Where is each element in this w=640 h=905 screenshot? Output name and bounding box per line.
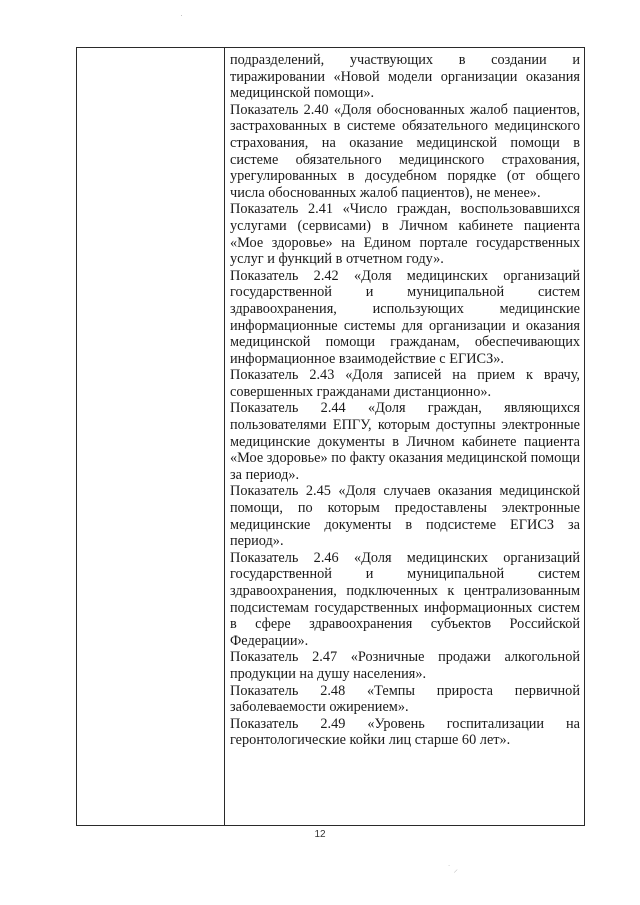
paragraph-indicator-2-41: Показатель 2.41 «Число граждан, воспользовавшихся услугами (сервисами) в Личном кабинете пациента «Мое здоровье» на Едином портале государственных услуг и функций в отчетном году». <box>230 201 580 268</box>
table-right-column <box>225 48 584 825</box>
paragraph-indicator-2-43: Показатель 2.43 «Доля записей на прием к врачу, совершенных гражданами дистанционно». <box>230 367 580 400</box>
paragraph-indicator-2-42: Показатель 2.42 «Доля медицинских организаций государственной и муниципальной систем здравоохранения, использующих медицинские информационные системы для организации и оказания медицинской помощи гражданам, обеспечивающих информационное взаимодействие с ЕГИСЗ». <box>230 267 580 367</box>
scan-artifact-top: · <box>180 10 183 20</box>
content-table <box>76 47 585 826</box>
paragraph-indicator-2-44: Показатель 2.44 «Доля граждан, являющихся пользователями ЕПГУ, которым доступны электронные медицинские документы в Личном кабинете пациента «Мое здоровье» по факту оказания медицинской помощи за период». <box>230 400 580 483</box>
paragraph-intro: подразделений, участвующих в создании и тиражировании «Новой модели организации оказания медицинской помощи». <box>230 52 580 102</box>
paragraph-indicator-2-47: Показатель 2.47 «Розничные продажи алкогольной продукции на душу населения». <box>230 649 580 682</box>
table-left-column <box>77 48 225 825</box>
paragraph-indicator-2-46: Показатель 2.46 «Доля медицинских организаций государственной и муниципальной систем здравоохранения, подключенных к централизованным подсистемам государственных информационных систем в сфере здравоохранения субъектов Российской Федерации». <box>230 549 580 649</box>
paragraph-indicator-2-48: Показатель 2.48 «Темпы прироста первичной заболеваемости ожирением». <box>230 682 580 716</box>
paragraph-indicator-2-40: Показатель 2.40 «Доля обоснованных жалоб пациентов, застрахованных в системе обязательного медицинского страхования, на оказание медицинской помощи в системе обязательного медицинского страхования, урегулированных в досудебном порядке (от общего числа обоснованных жалоб пациентов), не менее». <box>230 101 580 201</box>
page-number: 12 <box>314 829 326 840</box>
paragraph-indicator-2-49: Показатель 2.49 «Уровень госпитализации на геронтологические койки лиц старше 60 лет». <box>230 715 580 749</box>
paragraph-indicator-2-45: Показатель 2.45 «Доля случаев оказания медицинской помощи, по которым предоставлены электронные медицинские документы в подсистеме ЕГИСЗ за период». <box>230 483 580 550</box>
scan-artifact-bottom: ˙ ⸝ <box>448 864 458 874</box>
